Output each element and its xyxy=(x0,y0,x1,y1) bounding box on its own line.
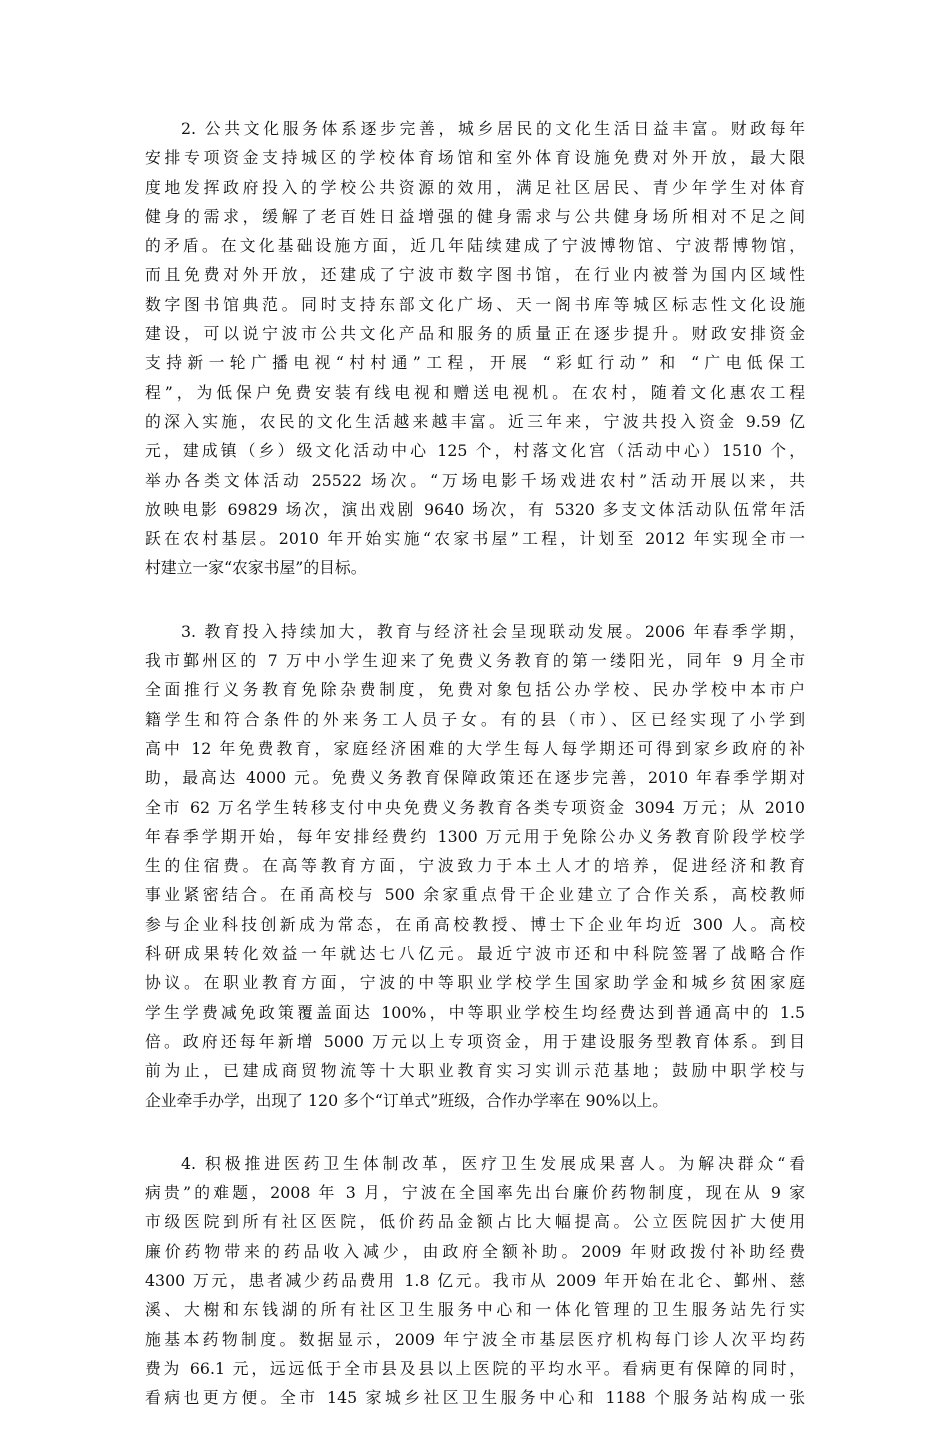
text-line: 事业紧密结合。在甬高校与 500 余家重点骨干企业建立了合作关系，高校教师 xyxy=(145,885,805,905)
text-line: 3. 教育投入持续加大，教育与经济社会呈现联动发展。2006 年春季学期， xyxy=(181,621,805,641)
text-line: 安排专项资金支持城区的学校体育场馆和室外体育设施免费对外开放，最大限 xyxy=(145,148,805,168)
text-line: 4300 万元，患者减少药品费用 1.8 亿元。我市从 2009 年开始在北仑、鄞州、慈 xyxy=(145,1270,805,1290)
text-line: 度地发挥政府投入的学校公共资源的效用，满足社区居民、青少年学生对体育 xyxy=(145,177,805,197)
text-line: 年春季学期开始，每年安排经费约 1300 万元用于免除公办义务教育阶段学校学 xyxy=(145,826,805,846)
text-line: 程”，为低保户免费安装有线电视和赠送电视机。在农村，随着文化惠农工程 xyxy=(145,382,805,402)
text-line: 2. 公共文化服务体系逐步完善，城乡居民的文化生活日益丰富。财政每年 xyxy=(181,119,805,138)
text-line: 健身的需求，缓解了老百姓日益增强的健身需求与公共健身场所相对不足之间 xyxy=(145,206,805,226)
text-line: 的矛盾。在文化基础设施方面，近几年陆续建成了宁波博物馆、宁波帮博物馆， xyxy=(145,236,805,256)
text-line: 廉价药物带来的药品收入减少，由政府全额补助。2009 年财政拨付补助经费 xyxy=(145,1241,805,1261)
text-line: 举办各类文体活动 25522 场次。“万场电影千场戏进农村”活动开展以来，共 xyxy=(145,470,805,490)
text-line: 倍。政府还每年新增 5000 万元以上专项资金，用于建设服务型教育体系。到目 xyxy=(145,1031,805,1051)
text-line: 数字图书馆典范。同时支持东部文化广场、天一阁书库等城区标志性文化设施 xyxy=(145,294,805,314)
text-line: 市级医院到所有社区医院，低价药品金额占比大幅提高。公立医院因扩大使用 xyxy=(145,1212,805,1232)
text-line: 参与企业科技创新成为常态，在甬高校教授、博士下企业年均近 300 人。高校 xyxy=(145,914,805,934)
text-line: 全面推行义务教育免除杂费制度，免费对象包括公办学校、民办学校中本市户 xyxy=(145,680,805,700)
text-line: 企业牵手办学，出现了 120 多个“订单式”班级，合作办学率在 90%以上。 xyxy=(145,1090,668,1110)
text-line: 村建立一家“农家书屋”的目标。 xyxy=(145,558,367,578)
text-line: 跃在农村基层。2010 年开始实施“农家书屋”工程，计划至 2012 年实现全市一 xyxy=(145,529,805,549)
text-line: 学生学费减免政策覆盖面达 100%，中等职业学校生均经费达到普通高中的 1.5 xyxy=(145,1002,805,1022)
text-line: 元，建成镇（乡）级文化活动中心 125 个，村落文化宫（活动中心）1510 个， xyxy=(145,441,805,461)
paragraph-education xyxy=(145,617,805,1115)
text-line: 病贵”的难题，2008 年 3 月，宁波在全国率先出台廉价药物制度，现在从 9 家 xyxy=(145,1183,805,1203)
text-line: 助，最高达 4000 元。免费义务教育保障政策还在逐步完善，2010 年春季学期对 xyxy=(145,768,805,788)
text-line: 我市鄞州区的 7 万中小学生迎来了免费义务教育的第一缕阳光，同年 9 月全市 xyxy=(145,651,805,671)
text-line: 协议。在职业教育方面，宁波的中等职业学校学生国家助学金和城乡贫困家庭 xyxy=(145,973,805,993)
text-line: 溪、大榭和东钱湖的所有社区卫生服务中心和一体化管理的卫生服务站先行实 xyxy=(145,1300,805,1320)
text-line: 科研成果转化效益一年就达七八亿元。最近宁波市还和中科院签署了战略合作 xyxy=(145,944,805,964)
text-line: 施基本药物制度。数据显示，2009 年宁波全市基层医疗机构每门诊人次平均药 xyxy=(145,1329,805,1349)
text-line: 前为止，已建成商贸物流等十大职业教育实习实训示范基地；鼓励中职学校与 xyxy=(145,1061,805,1081)
text-line: 籍学生和符合条件的外来务工人员子女。有的县（市）、区已经实现了小学到 xyxy=(145,709,805,729)
text-line: 全市 62 万名学生转移支付中央免费义务教育各类专项资金 3094 万元；从 2010 xyxy=(145,797,805,817)
text-line: 看病也更方便。全市 145 家城乡社区卫生服务中心和 1188 个服务站构成一张 xyxy=(145,1388,805,1408)
text-line: 高中 12 年免费教育，家庭经济困难的大学生每人每学期还可得到家乡政府的补 xyxy=(145,738,805,758)
text-line: 费为 66.1 元，远远低于全市县及县以上医院的平均水平。看病更有保障的同时， xyxy=(145,1358,805,1378)
text-line: 建设，可以说宁波市公共文化产品和服务的质量正在逐步提升。财政安排资金 xyxy=(145,324,805,344)
document-page xyxy=(145,114,805,1446)
text-line: 支持新一轮广播电视“村村通”工程，开展 “彩虹行动” 和 “广电低保工 xyxy=(145,353,805,373)
text-line: 4. 积极推进医药卫生体制改革，医疗卫生发展成果喜人。为解决群众“看 xyxy=(181,1153,805,1173)
text-line: 而且免费对外开放，还建成了宁波市数字图书馆，在行业内被誉为国内区域性 xyxy=(145,265,805,285)
text-line: 的深入实施，农民的文化生活越来越丰富。近三年来，宁波共投入资金 9.59 亿 xyxy=(145,411,805,431)
text-line: 放映电影 69829 场次，演出戏剧 9640 场次，有 5320 多支文体活动队伍常年活 xyxy=(145,499,805,519)
text-line: 生的住宿费。在高等教育方面，宁波致力于本土人才的培养，促进经济和教育 xyxy=(145,856,805,876)
paragraph-healthcare xyxy=(145,1149,805,1413)
paragraph-culture xyxy=(145,114,805,583)
